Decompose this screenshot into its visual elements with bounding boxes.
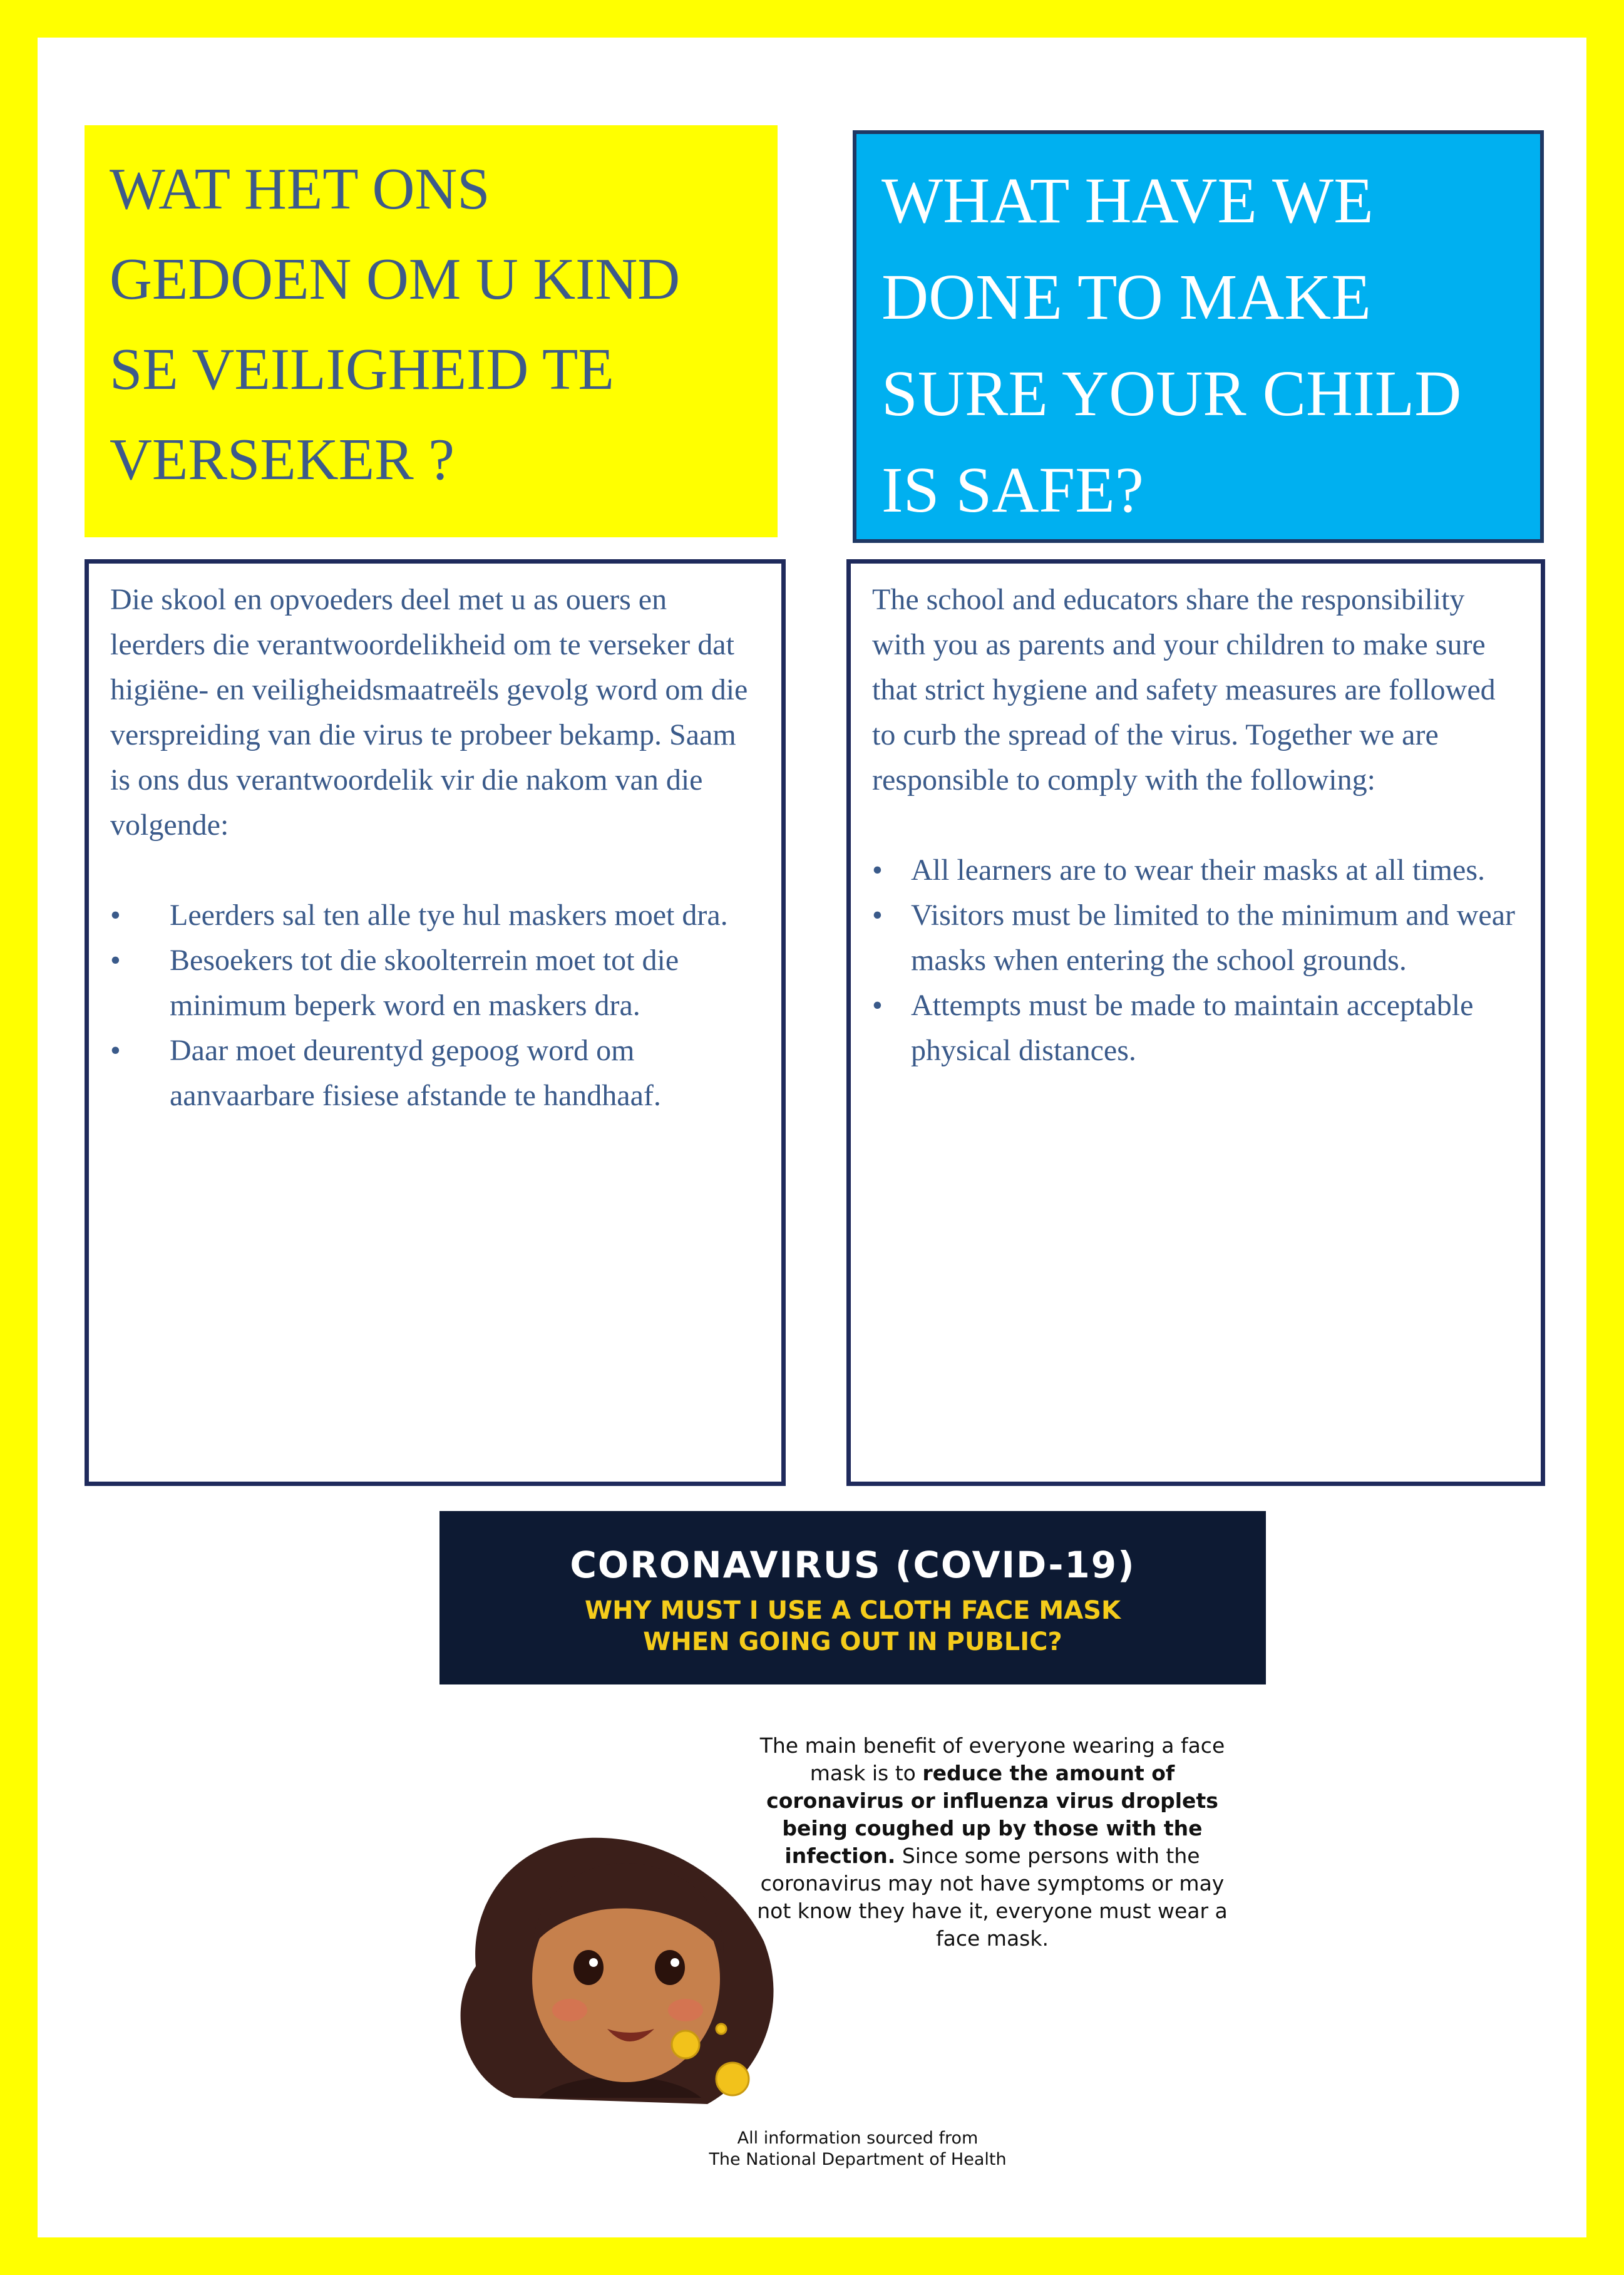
english-text-box — [846, 559, 1545, 1486]
source-line-2: The National Department of Health — [709, 2150, 1007, 2169]
left-eye-highlight — [589, 1958, 598, 1967]
afrikaans-text-box — [85, 559, 786, 1486]
english-intro: The school and educators share the responsibility with you as parents and your children to make sure that strict hygiene and safety measures are followed to curb the spread of the virus. Together we are responsible to comply with the following: — [872, 583, 1496, 797]
virus-droplet-1 — [672, 2031, 699, 2058]
afrikaans-intro: Die skool en opvoeders deel met u as ouers en leerders die verantwoordelikheid om te verseker dat higiëne- en veiligheidsmaatreëls gevolg word om die verspreiding van die virus te probeer bekamp. Saam is ons dus verantwoordelik vir die nakom van die volgende: — [110, 583, 748, 842]
afrikaans-title-line-1: WAT HET ONS — [110, 157, 490, 222]
right-cheek — [668, 1999, 703, 2021]
afrikaans-bullet-list — [110, 893, 760, 1118]
source-note — [639, 2128, 1077, 2170]
english-title-line-4: IS SAFE? — [881, 454, 1144, 526]
covid-subtitle-line-2: WHEN GOING OUT IN PUBLIC? — [643, 1628, 1062, 1656]
mask-benefit-text — [742, 1732, 1243, 1953]
right-eye-highlight — [671, 1958, 679, 1967]
english-bullet-2: • Visitors must be limited to the minimum and wear masks when entering the school grounds. — [872, 893, 1519, 983]
right-eye — [655, 1950, 685, 1985]
covid-subtitle-line-1: WHY MUST I USE A CLOTH FACE MASK — [585, 1596, 1121, 1625]
left-eye — [573, 1950, 604, 1985]
english-bullet-3: • Attempts must be made to maintain acceptable physical distances. — [872, 983, 1519, 1073]
mask-benefit-bold: reduce the amount of coronavirus or influenza virus droplets being coughed up by those with the infection. — [766, 1761, 1218, 1868]
afrikaans-bullet-1: • Leerders sal ten alle tye hul maskers moet dra. — [110, 893, 760, 938]
english-bullet-1: • All learners are to wear their masks at all times. — [872, 848, 1519, 893]
virus-droplet-3 — [716, 2024, 726, 2034]
source-line-1: All information sourced from — [737, 2128, 979, 2148]
english-title-box — [853, 130, 1544, 543]
covid-banner — [439, 1511, 1266, 1684]
virus-droplet-2 — [716, 2063, 749, 2095]
covid-title: CORONAVIRUS (COVID-19) — [570, 1544, 1136, 1586]
english-title-line-1: WHAT HAVE WE — [881, 165, 1374, 237]
afrikaans-title-line-2: GEDOEN OM U KIND — [110, 247, 681, 312]
afrikaans-title-line-3: SE VEILIGHEID TE — [110, 337, 614, 402]
mask-benefit-lead: The main benefit of everyone wearing a face mask is to — [759, 1733, 1225, 1785]
english-bullet-list — [872, 848, 1519, 1073]
afrikaans-title-box — [85, 125, 778, 537]
afrikaans-title-line-4: VERSEKER ? — [110, 427, 455, 492]
english-title-line-3: SURE YOUR CHILD — [881, 358, 1462, 430]
afrikaans-bullet-2: • Besoekers tot die skoolterrein moet tot die minimum beperk word en maskers dra. — [110, 938, 760, 1028]
mask-benefit-tail: Since some persons with the coronavirus may not have symptoms or may not know they have it, everyone must wear a face mask. — [757, 1844, 1228, 1951]
english-title-line-2: DONE TO MAKE — [881, 261, 1371, 333]
covid-subtitle — [439, 1595, 1266, 1658]
girl-illustration — [438, 1803, 814, 2117]
afrikaans-bullet-3: • Daar moet deurentyd gepoog word om aanvaarbare fisiese afstande te handhaaf. — [110, 1028, 760, 1118]
left-cheek — [552, 1999, 587, 2021]
